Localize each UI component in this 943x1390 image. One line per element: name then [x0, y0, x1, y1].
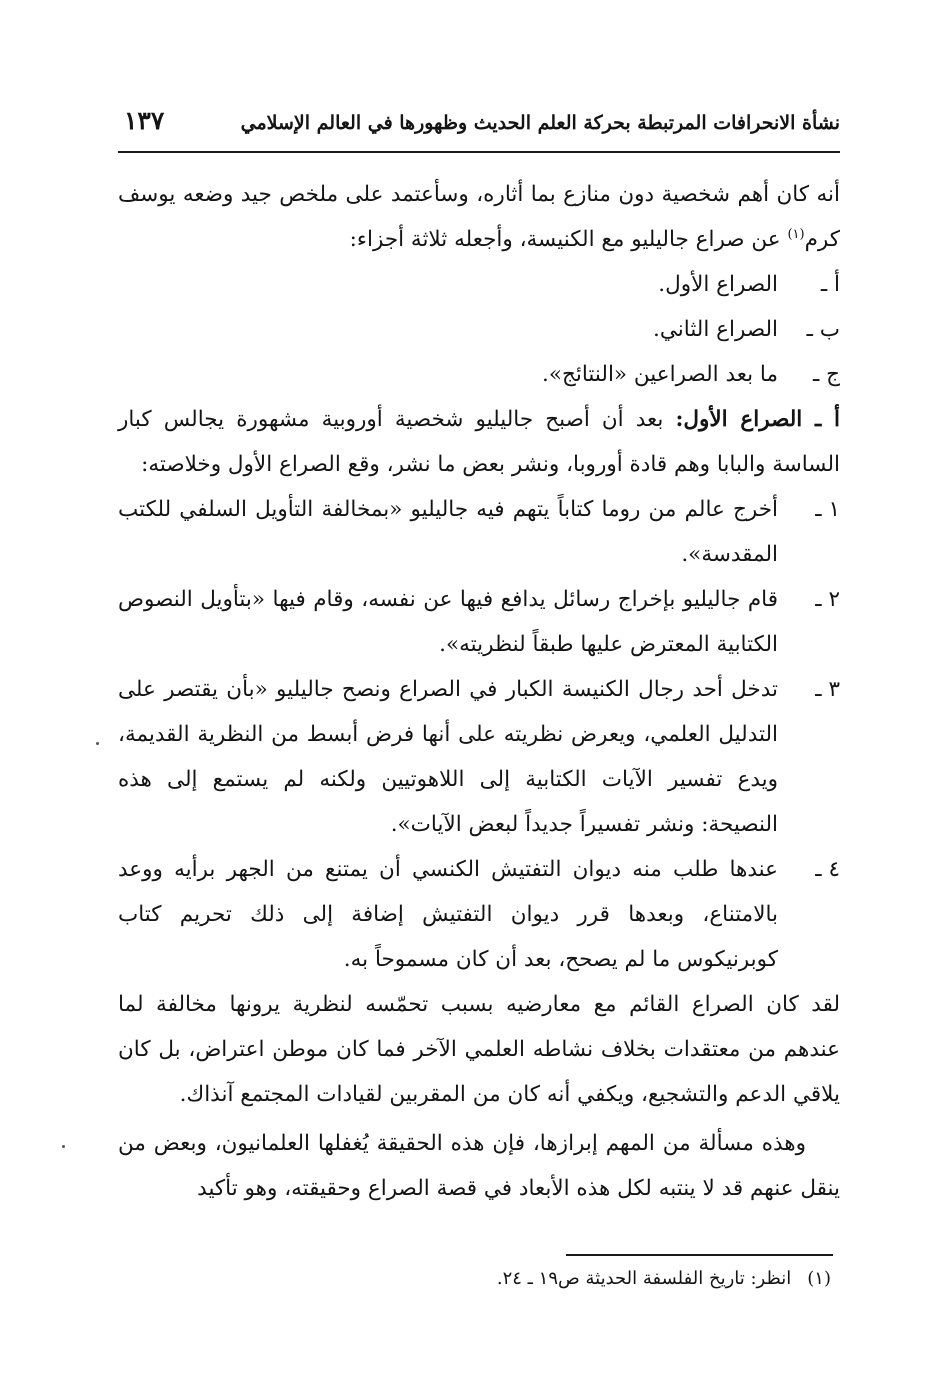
- scan-speck: [96, 742, 99, 745]
- page-number: ١٣٧: [124, 106, 165, 135]
- part-item: [118, 352, 840, 397]
- intro-paragraph: [118, 172, 840, 262]
- part-marker: ب ـ: [806, 317, 840, 342]
- footnote-reference: (١): [787, 226, 805, 242]
- intro-line-1: أنه كان أهم شخصية دون منازع بما أثاره، وسأعتمد على ملخص جيد وضعه: [182, 182, 840, 207]
- point-text: قام جاليليو بإخراج رسائل يدافع فيها عن نفسه، وقام فيها «بتأويل النصوص الكتابية المعترض عليها طبقاً لنظريته».: [118, 587, 778, 657]
- point-marker: ١ ـ: [815, 497, 840, 522]
- point-text: عندها طلب منه ديوان التفتيش الكنسي أن يمتنع من الجهر برأيه ووعد بالامتناع، وبعدها قرر ديوان التفتيش إضافة إلى ذلك تحريم كتاب كوبرنيكوس ما لم يصحح، بعد أن كان مسموحاً به.: [118, 857, 778, 972]
- first-conflict-text: بعد أن أصبح جاليليو شخصية أوروبية مشهورة يجالس كبار الساسة والبابا وهم قادة أوروبا، ونشر بعض ما نشر، وقع الصراع الأول وخلاصته:: [118, 407, 840, 477]
- part-text: الصراع الثاني.: [653, 317, 778, 342]
- part-item: [118, 307, 840, 352]
- numbered-point: [118, 667, 840, 847]
- scan-speck: [62, 1145, 65, 1148]
- intro-line-2-start: يوسف كرم: [118, 182, 840, 252]
- part-text: ما بعد الصراعين «النتائج».: [542, 362, 778, 387]
- numbered-point: [118, 847, 840, 982]
- running-header: [118, 104, 840, 144]
- intro-line-2-end: عن صراع جاليليو مع الكنيسة، وأجعله ثلاثة أجزاء:: [349, 227, 788, 252]
- point-text: أخرج عالم من روما كتاباً يتهم فيه جاليليو «بمخالفة التأويل السلفي للكتب المقدسة».: [118, 497, 778, 567]
- first-conflict-paragraph: [118, 397, 840, 487]
- body-paragraph: وهذه مسألة من المهم إبرازها، فإن هذه الحقيقة يُغفلها العلمانيون، وبعض من ينقل عنهم قد لا ينتبه لكل هذه الأبعاد في قصة الصراع وحقيقته، وهو تأكيد: [118, 1131, 840, 1201]
- header-rule: [118, 151, 840, 153]
- part-marker: ج ـ: [812, 362, 840, 387]
- part-item: [118, 262, 840, 307]
- numbered-point: [118, 487, 840, 577]
- footnote-rule: [566, 1254, 833, 1256]
- numbered-point: [118, 577, 840, 667]
- point-marker: ٤ ـ: [815, 857, 840, 882]
- part-text: الصراع الأول.: [658, 272, 778, 297]
- footnote-number: (١): [807, 1268, 831, 1289]
- body-paragraph: لقد كان الصراع القائم مع معارضيه بسبب تحمّسه لنظرية يرونها مخالفة لما عندهم من معتقدات بخلاف نشاطه العلمي الآخر فما كان موطن اعتراض، بل كان يلاقي الدعم والتشجيع، ويكفي أنه كان من المقربين لقيادات المجتمع آنذاك.: [118, 992, 840, 1107]
- point-text: تدخل أحد رجال الكنيسة الكبار في الصراع ونصح جاليليو «بأن يقتصر على التدليل العلمي، ويعرض نظريته على أنها فرض أبسط من النظرية القديمة، ويدع تفسير الآيات الكتابية إلى اللاهوتيين ولكنه لم يستمع إلى هذه النصيحة: ونشر تفسيراً جديداً لبعض الآيات».: [118, 677, 778, 837]
- point-marker: ٢ ـ: [815, 587, 840, 612]
- section-heading: أ ـ الصراع الأول:: [675, 407, 840, 432]
- body-text: [118, 172, 840, 1211]
- part-marker: أ ـ: [820, 272, 840, 297]
- point-marker: ٣ ـ: [815, 677, 840, 702]
- running-title: نشأة الانحرافات المرتبطة بحركة العلم الحديث وظهورها في العالم الإسلامي: [240, 112, 840, 134]
- footnote: [497, 1268, 831, 1289]
- footnote-text: انظر: تاريخ الفلسفة الحديثة ص١٩ ـ ٢٤.: [496, 1268, 792, 1289]
